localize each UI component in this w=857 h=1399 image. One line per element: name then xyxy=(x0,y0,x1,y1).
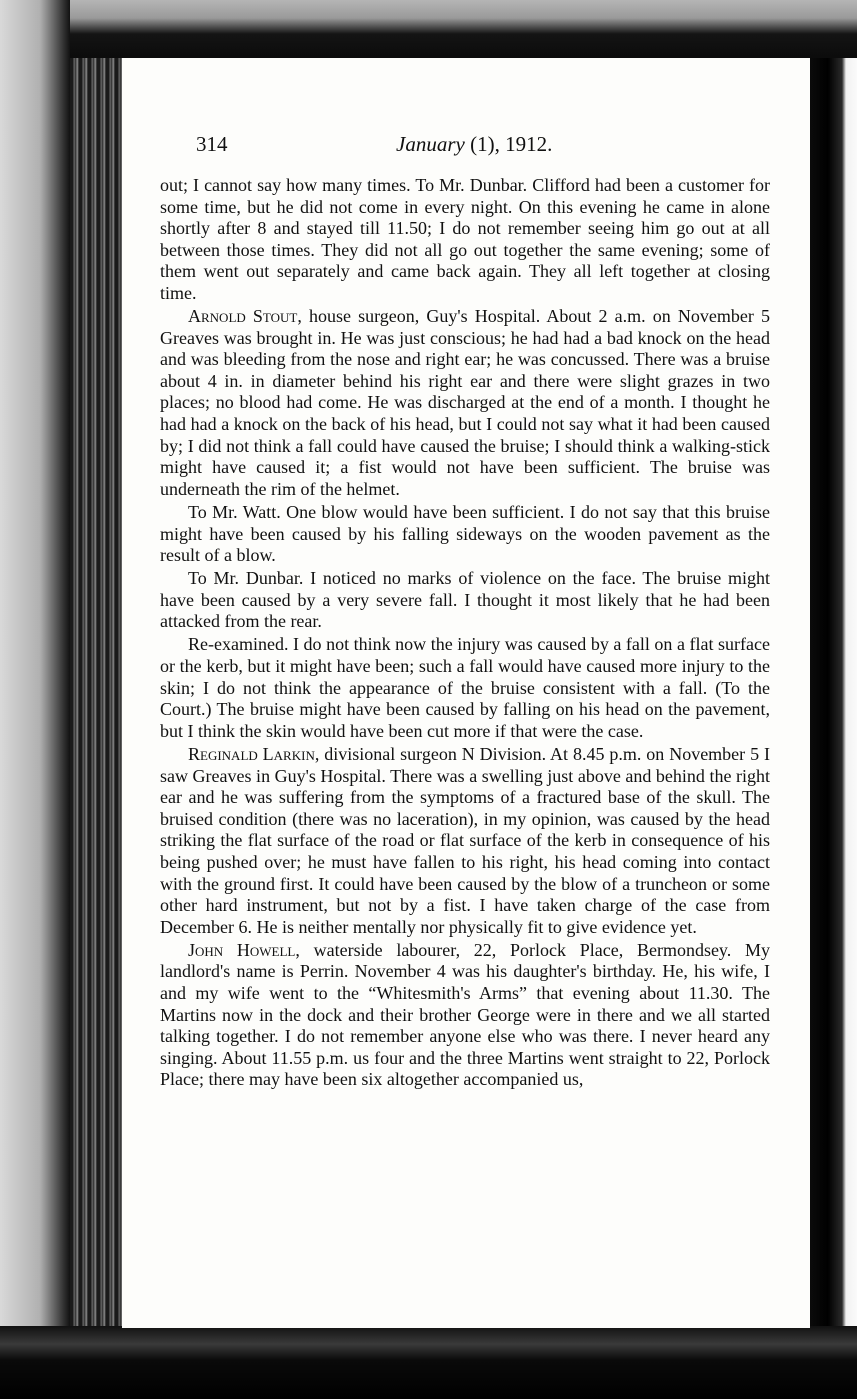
paragraph-text: To Mr. Watt. One blow would have been sufficient. I do not say that this bruise might have been caused by his falling sideways on the wooden pavement as the result of a blow. xyxy=(160,501,770,566)
paragraph-re-examined xyxy=(160,634,770,742)
paragraph-text: Re-examined. I do not think now the injury was caused by a fall on a flat surface or the kerb, but it might have been; such a fall would have caused more injury to the skin; I do not think the appearance of the bruise consistent with a fall. (To the Court.) The bruise might have been caused by falling on his head on the pavement, but I think the skin would have been cut more if that were the case. xyxy=(160,634,770,741)
paragraph-cross-watt xyxy=(160,502,770,567)
running-head-month: January xyxy=(396,132,465,156)
paragraph-text: out; I cannot say how many times. To Mr. Dunbar. Clifford had been a customer for some time, but he did not come in every night. On this evening he came in alone shortly after 8 and stayed till 11.50; I do not remember seeing him go out at all between those times. They did not all go out together the same evening; some of them went out separately and came back again. They all left together at closing time. xyxy=(160,175,770,303)
paragraph-witness-stout xyxy=(160,306,770,500)
running-head xyxy=(396,132,552,157)
scan-left-margin xyxy=(0,0,70,1399)
paragraph-continuation xyxy=(160,175,770,305)
witness-name: Arnold Stout xyxy=(188,306,298,327)
paragraph-cross-dunbar xyxy=(160,568,770,633)
paragraph-text: , house surgeon, Guy's Hospital. About 2 a.m. on November 5 Greaves was brought in. He was just conscious; he had had a bad knock on the head and was bleeding from the nose and right ear; he was concussed. There was a bruise about 4 in. in diameter behind his right ear and there were slight grazes in two places; no blood had come. He was discharged at the end of a month. I thought he had had a knock on the back of his head, but I could not say what it had been caused by; I did not think a fall could have caused the bruise; I should think a walking-stick might have caused it; a fist would not have been sufficient. The bruise was underneath the rim of the helmet. xyxy=(160,306,770,499)
scan-top-margin xyxy=(0,0,857,62)
page-number: 314 xyxy=(196,132,228,156)
paragraph-text: To Mr. Dunbar. I noticed no marks of violence on the face. The bruise might have been caused by a very severe fall. I thought it most likely that he had been attacked from the rear. xyxy=(160,568,770,632)
page-header xyxy=(196,128,796,164)
body-text xyxy=(160,175,770,1092)
paragraph-text: , waterside labourer, 22, Porlock Place, Bermondsey. My landlord's name is Perrin. November 4 was his daughter's birthday. He, his wife, I and my wife went to the “Whitesmith's Arms” that evening about 11.30. The Martins now in the dock and their brother George were in there and we all started talking together. I do not remember anyone else who was there. I never heard any singing. About 11.55 p.m. us four and the three Martins went straight to 22, Porlock Place; there may have been six altogether accompanied us, xyxy=(160,939,770,1090)
paragraph-witness-larkin xyxy=(160,744,770,938)
witness-name: Reginald Larkin xyxy=(188,743,315,764)
paragraph-text: , divisional surgeon N Division. At 8.45 p.m. on November 5 I saw Greaves in Guy's Hospital. There was a swelling just above and behind the right ear and he was suffering from the symptoms of a fractured base of the skull. The bruised condition (there was no laceration), in my opinion, was caused by the head striking the flat surface of the road or flat surface of the kerb in consequence of his being pushed over; he must have fallen to his right, his head coming into contact with the ground first. It could have been caused by the blow of a truncheon or some other hard instrument, but not by a fist. I have taken charge of the case from December 6. He is neither mentally nor physically fit to give evidence yet. xyxy=(160,743,770,937)
running-head-session: (1), 1912. xyxy=(464,132,553,156)
facing-page-edge xyxy=(808,58,857,1348)
scan-bottom-margin xyxy=(0,1326,857,1399)
witness-name: John Howell xyxy=(188,939,296,960)
paragraph-witness-howell xyxy=(160,940,770,1091)
book-spine xyxy=(70,58,124,1330)
